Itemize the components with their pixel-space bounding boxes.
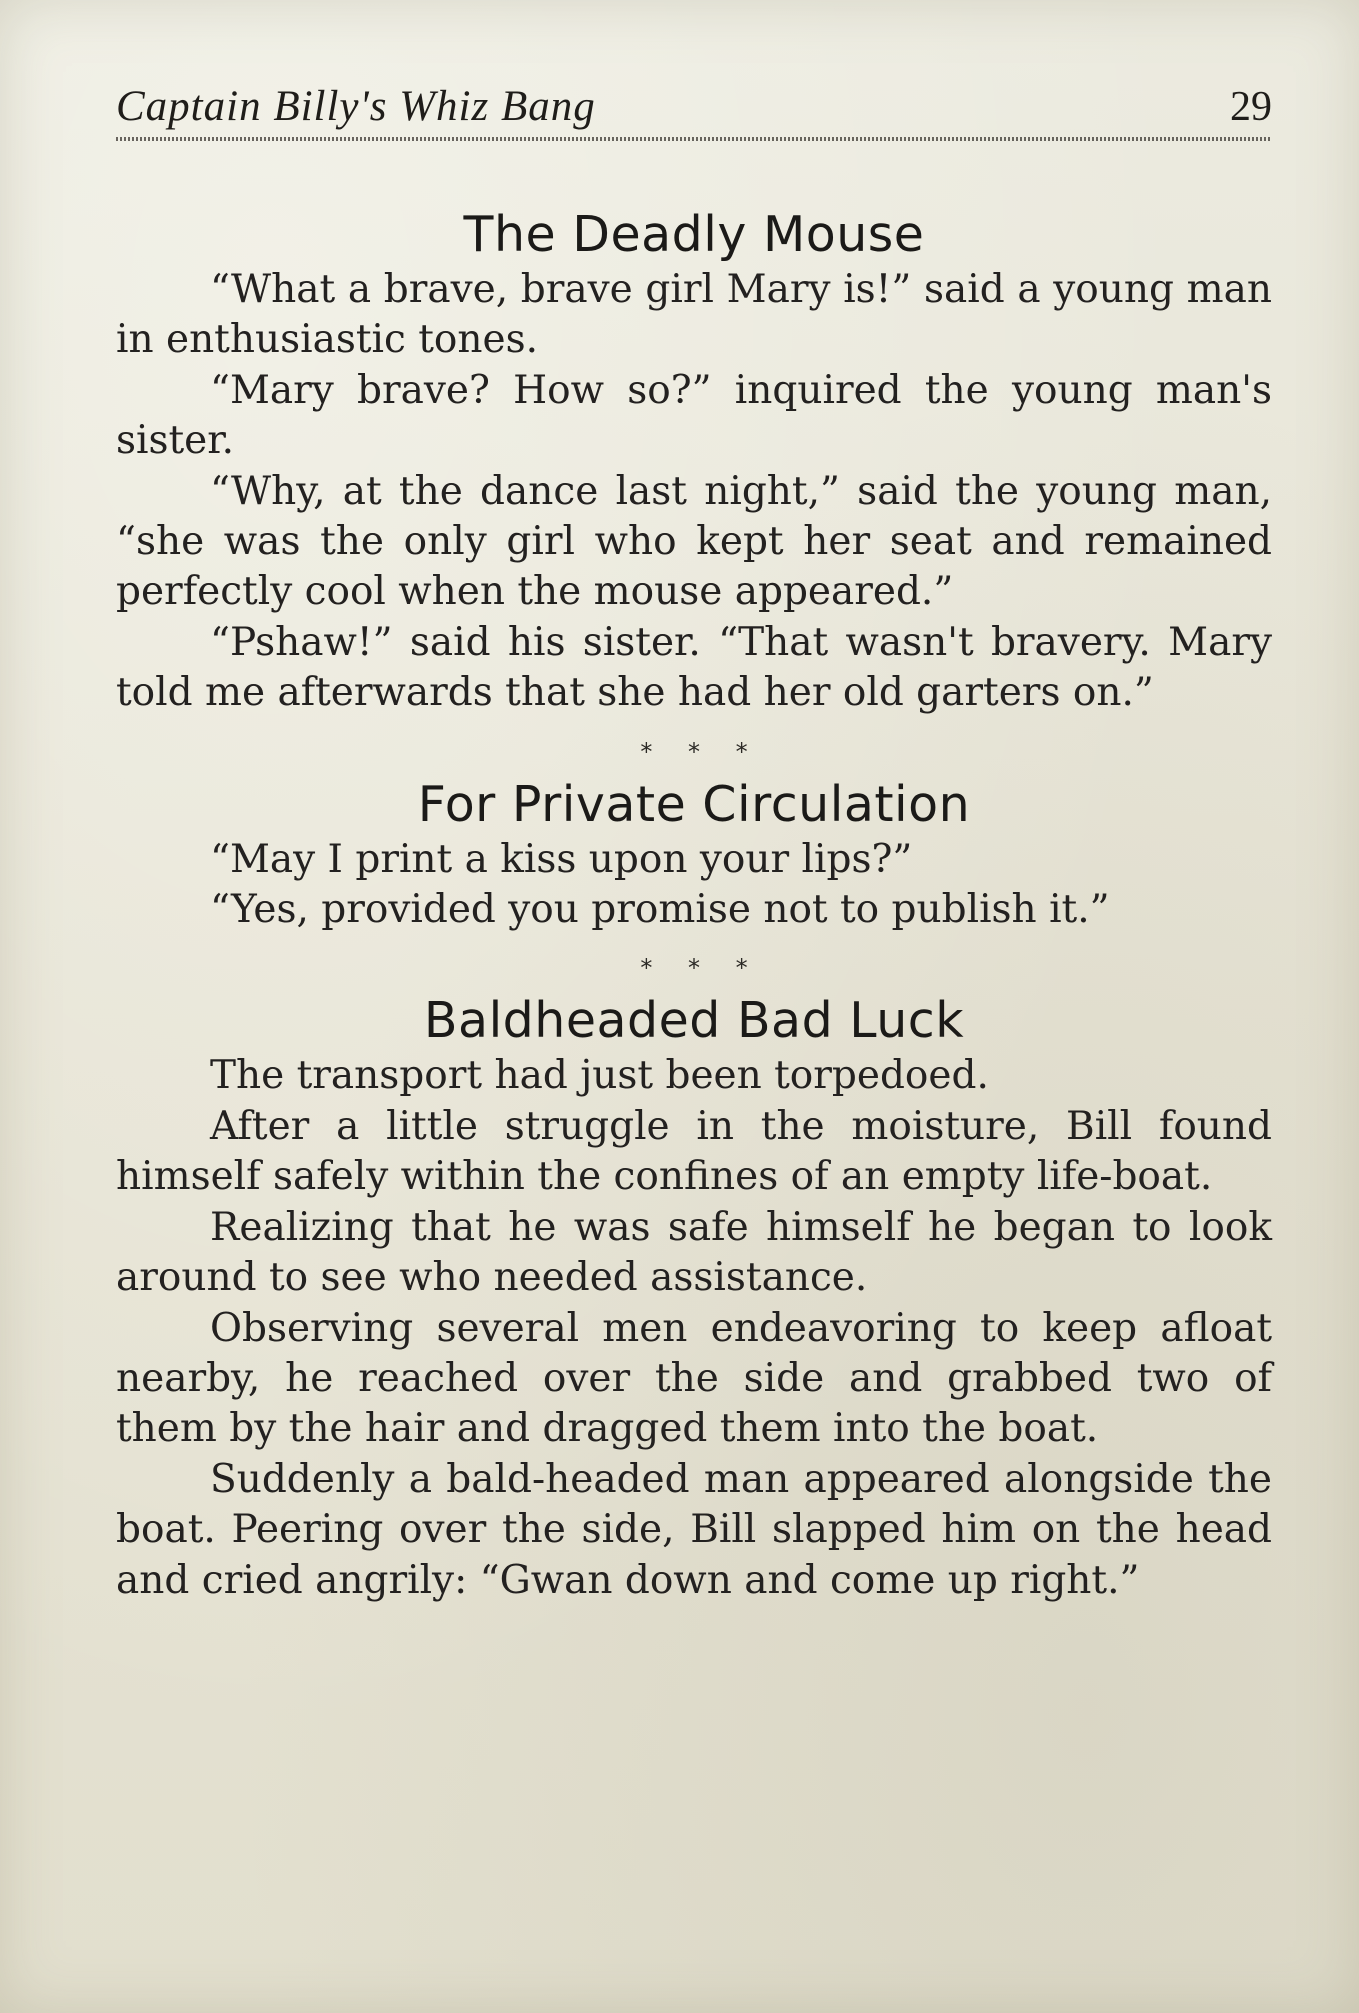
section-heading: The Deadly Mouse xyxy=(463,206,925,263)
paragraph: Suddenly a bald-headed man appeared alongside the boat. Peering over the side, Bill slapped him on the head and cried angrily: “Gwan down and come up right.” xyxy=(116,1456,1272,1603)
paragraph: “What a brave, brave girl Mary is!” said a young man in enthusiastic tones. xyxy=(116,267,1272,363)
paragraph: “May I print a kiss upon your lips?” xyxy=(210,836,913,882)
section-deadly-mouse xyxy=(116,205,1272,719)
running-title: Captain Billy's Whiz Bang xyxy=(116,83,596,130)
running-head xyxy=(116,82,1272,132)
section-private-circulation xyxy=(116,775,1272,936)
paragraph: Observing several men endeavoring to keep afloat nearby, he reached over the side and grabbed two of them by the hair and dragged them into the boat. xyxy=(116,1305,1272,1452)
paragraph: After a little struggle in the moisture, Bill found himself safely within the confines of an empty life-boat. xyxy=(116,1103,1272,1200)
paragraph: “Yes, provided you promise not to publish it.” xyxy=(210,887,1110,933)
paragraph: “Mary brave? How so?” inquired the young man's sister. xyxy=(116,367,1272,464)
paragraph: Realizing that he was safe himself he began to look around to see who needed assistance. xyxy=(116,1204,1272,1301)
section-heading: Baldheaded Bad Luck xyxy=(423,992,965,1050)
section-baldheaded-bad-luck xyxy=(116,991,1272,1605)
section-separator: * * * xyxy=(640,737,748,766)
header-rule xyxy=(116,137,1272,141)
section-separator: * * * xyxy=(640,954,748,983)
paragraph: The transport had just been torpedoed. xyxy=(210,1053,989,1099)
page-number: 29 xyxy=(1230,84,1272,130)
paragraph: “Why, at the dance last night,” said the young man, “she was the only girl who kept her seat and remained perfectly cool when the mouse appeared.” xyxy=(116,468,1272,615)
page-content xyxy=(116,205,1272,1606)
section-heading: For Private Circulation xyxy=(417,775,971,833)
paragraph: “Pshaw!” said his sister. “That wasn't bravery. Mary told me afterwards that she had her old garters on.” xyxy=(116,619,1272,716)
